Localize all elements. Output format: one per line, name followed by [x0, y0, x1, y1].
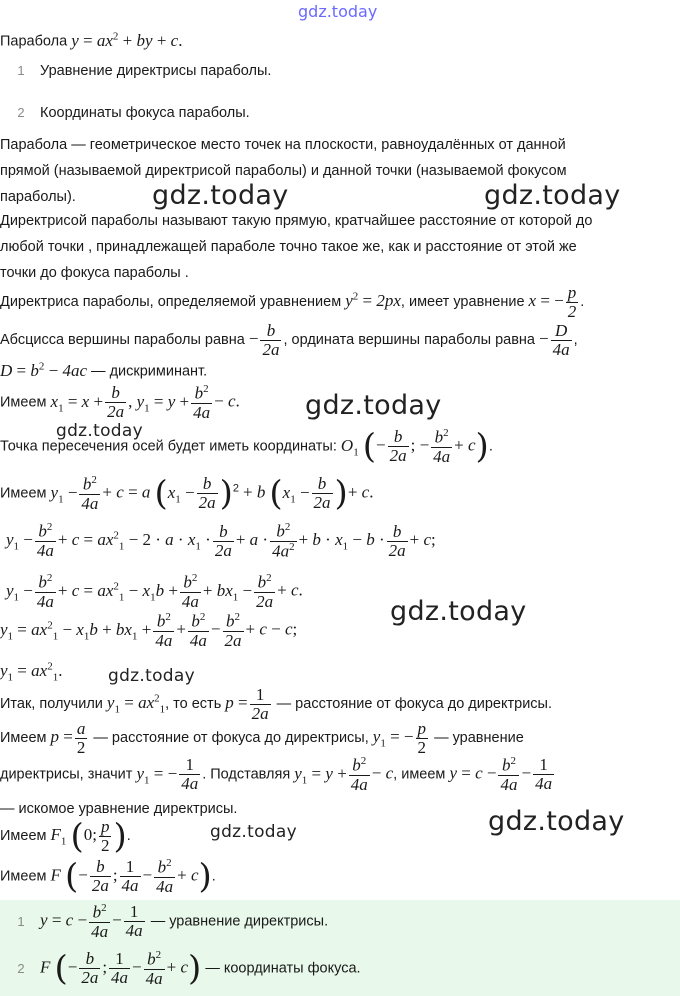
solution-line: директрисы, значит $y_1$ = − $\frac{1}{4a}$ . Подставляя $y_1 = y$ + $\frac{b^2}{4a}$ − c, имеем y = c − $\frac{b^2}{4a}$ − $\frac{1}{4a}$: [0, 755, 553, 794]
solution-line: Точка пересечения осей будет иметь координаты: $O_1$ (− $\frac{b}{2a}$ ; − $\frac{b^2}{4a}$ + c).: [0, 426, 493, 467]
watermark: gdz.today: [488, 806, 625, 837]
header-watermark: gdz.today: [298, 2, 378, 21]
answer-item: 2 F (− $\frac{b}{2a}$ ; $\frac{1}{4a}$ − $\frac{b^2}{4a}$ + c) — координаты фокуса.: [17, 948, 361, 989]
solution-line: Имеем $x_1 = x$ + $\frac{b}{2a}$ , $y_1 = y$ + $\frac{b^2}{4a}$ − c.: [0, 383, 240, 422]
definition-line: Парабола — геометрическое место точек на плоскости, равноудалённых от данной: [0, 137, 566, 153]
equation-line: $y_1$ − $\frac{b^2}{4a}$ + $c = ax^2_1 - x_1b$ + $\frac{b^2}{4a}$ + $bx_1$ − $\frac{b^2}{2a}$ + c.: [6, 572, 303, 611]
solution-line: — искомое уравнение директрисы.: [0, 801, 238, 817]
solution-line: Имеем $F_1$ (0; $\frac{p}{2}$ ).: [0, 816, 131, 857]
watermark: gdz.today: [56, 421, 143, 441]
equation-line: Имеем $y_1$ − $\frac{b^2}{4a}$ + c = a ($x_1$ − $\frac{b}{2a}$ )$^2$ + b ($x_1$ − $\frac{b}{2a}$ )+ c.: [0, 473, 374, 514]
watermark: gdz.today: [390, 596, 527, 627]
task-item: 1 Уравнение директрисы параболы.: [17, 63, 272, 79]
equation-line: $y_1$ − $\frac{b^2}{4a}$ + $c = ax^2_1 - 2 \cdot a \cdot x_1$ · $\frac{b}{2a}$ + a · $\frac{b^2}{4a^2}$ + $b \cdot x_1 - b$ · $\frac{b}{2a}$ + c;: [6, 521, 436, 561]
answer-item: 1 y = c − $\frac{b^2}{4a}$ − $\frac{1}{4a}$ — уравнение директрисы.: [17, 902, 329, 941]
solution-line: $D = b^2 - 4ac$ — дискриминант.: [0, 360, 208, 380]
solution-line: Абсцисса вершины параболы равна − $\frac{b}{2a}$ , ордината вершины параболы равна − $\frac{D}{4a}$ ,: [0, 321, 578, 359]
task-item: 2 Координаты фокуса параболы.: [17, 105, 250, 121]
solution-line: Имеем F (− $\frac{b}{2a}$ ; $\frac{1}{4a}$ − $\frac{b^2}{4a}$ + c).: [0, 856, 216, 897]
equation-line: $y_1 = ax^2_1$.: [0, 660, 63, 684]
solution-line: Имеем p = $\frac{a}{2}$ — расстояние от фокуса до директрисы, $y_1$ = − $\frac{p}{2}$ — уравнение: [0, 719, 524, 757]
watermark: gdz.today: [484, 180, 621, 211]
intro-text: Парабола: [0, 33, 68, 50]
solution-line: Итак, получили $y_1 = ax^2_1$, то есть p = $\frac{1}{2a}$ — расстояние от фокуса до директрисы.: [0, 685, 553, 723]
watermark: gdz.today: [210, 822, 297, 842]
directrix-def-line: Директрисой параболы называют такую прямую, кратчайшее расстояние от которой до: [0, 213, 593, 229]
definition-line: параболы).: [0, 189, 76, 205]
definition-line: прямой (называемой директрисой параболы) и данной точки (называемой фокусом: [0, 163, 567, 179]
watermark: gdz.today: [305, 390, 442, 421]
directrix-def-line: точки до фокуса параболы .: [0, 265, 189, 281]
directrix-def-line: любой точки , принадлежащей параболе точно такое же, как и расстояние от этой же: [0, 239, 577, 255]
watermark: gdz.today: [152, 180, 289, 211]
equation-line: $y_1 = ax^2_1 - x_1b + bx_1$ + $\frac{b^2}{4a}$ + $\frac{b^2}{4a}$ − $\frac{b^2}{2a}$ + c − c;: [0, 611, 298, 650]
problem-statement: Парабола $y = ax^2$ + by + c.: [0, 30, 183, 50]
watermark: gdz.today: [108, 666, 195, 686]
solution-line: Директриса параболы, определяемой уравнением $y^2 = 2px$, имеет уравнение x = − $\frac{p}{2}$ .: [0, 283, 585, 321]
